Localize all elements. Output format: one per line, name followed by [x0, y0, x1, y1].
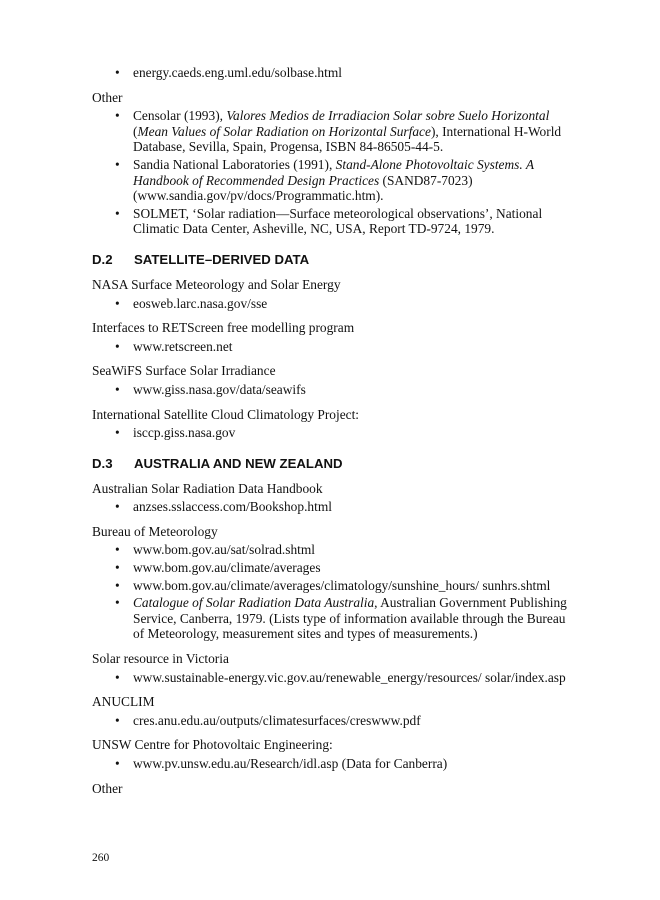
ref-title: Catalogue of Solar Radiation Data Australia: [133, 595, 375, 611]
ref-text: Sandia National Laboratories (1991),: [133, 156, 336, 172]
bullet-list: [92, 425, 572, 441]
list-item: • energy.caeds.eng.uml.edu/solbase.html: [92, 65, 572, 81]
bullet-list: [92, 339, 572, 355]
ref-text: Censolar (1993),: [133, 108, 227, 124]
list-item: [92, 157, 572, 204]
bullet-list: [92, 542, 572, 642]
group-label: Solar resource in Victoria: [92, 651, 229, 667]
ref-text: (SAND87-7023) (www.sandia.gov/pv/docs/Programmatic.htm).: [133, 172, 473, 204]
ref-text: , Australian Government Publishing Service, Canberra, 1979. (Lists type of information available through the Bureau of Meteorology, measurement sites and types of measurements.): [133, 595, 567, 642]
list-item: [92, 108, 572, 155]
ref-title: Stand-Alone Photovoltaic Systems. A Handbook of Recommended Design Practices: [133, 156, 534, 188]
list-item: • anzses.sslaccess.com/Bookshop.html: [92, 499, 572, 515]
other-reference-list: [92, 108, 572, 237]
page-number: 260: [92, 852, 110, 864]
ref-title-translation: Mean Values of Solar Radiation on Horizontal Surface: [137, 123, 431, 139]
list-item: • www.retscreen.net: [92, 339, 572, 355]
bullet-list: [92, 499, 572, 515]
section-number: D.3: [92, 455, 113, 471]
section-heading-d2: [92, 252, 572, 268]
list-item: • www.bom.gov.au/climate/averages: [92, 560, 572, 576]
bullet-list: [92, 296, 572, 312]
list-item: • www.sustainable-energy.vic.gov.au/renewable_energy/resources/ solar/index.asp: [92, 670, 572, 686]
ref-text: ), International H-World Database, Sevilla, Spain, Progensa, ISBN 84-86505-44-5.: [133, 123, 562, 155]
bullet-list: [92, 756, 572, 772]
bullet-list: [92, 713, 572, 729]
group-label: Australian Solar Radiation Data Handbook: [92, 480, 323, 496]
group-label: International Satellite Cloud Climatology Project:: [92, 406, 360, 422]
group-label: UNSW Centre for Photovoltaic Engineering:: [92, 737, 333, 753]
list-item: • www.bom.gov.au/sat/solrad.shtml: [92, 542, 572, 558]
list-item: [92, 595, 572, 642]
group-label: NASA Surface Meteorology and Solar Energy: [92, 276, 341, 292]
top-bullet-list: [92, 65, 572, 81]
list-item: • SOLMET, ‘Solar radiation—Surface meteorological observations’, National Climatic Data Center, Asheville, NC, USA, Report TD-9724, 1979.: [92, 206, 572, 237]
section-title: SATELLITE–DERIVED DATA: [134, 251, 310, 267]
list-item: • eosweb.larc.nasa.gov/sse: [92, 296, 572, 312]
group-label: Bureau of Meteorology: [92, 523, 218, 539]
group-label: ANUCLIM: [92, 694, 155, 710]
other-label: Other: [92, 780, 123, 796]
bullet-list: [92, 670, 572, 686]
list-item: • isccp.giss.nasa.gov: [92, 425, 572, 441]
ref-title: Valores Medios de Irradiacion Solar sobre Suelo Horizontal: [226, 108, 550, 124]
list-item: • www.giss.nasa.gov/data/seawifs: [92, 382, 572, 398]
group-label: Interfaces to RETScreen free modelling program: [92, 320, 355, 336]
section-heading-d3: [92, 456, 572, 472]
ref-text: (: [133, 123, 138, 139]
other-label: Other: [92, 89, 123, 105]
list-item: • cres.anu.edu.au/outputs/climatesurfaces/creswww.pdf: [92, 713, 572, 729]
bullet-list: [92, 382, 572, 398]
section-title: AUSTRALIA AND NEW ZEALAND: [134, 455, 343, 471]
document-page: [92, 62, 572, 796]
group-label: SeaWiFS Surface Solar Irradiance: [92, 363, 276, 379]
section-number: D.2: [92, 251, 113, 267]
list-item: • www.pv.unsw.edu.au/Research/idl.asp (Data for Canberra): [92, 756, 572, 772]
list-item: • www.bom.gov.au/climate/averages/climatology/sunshine_hours/ sunhrs.shtml: [92, 578, 572, 594]
